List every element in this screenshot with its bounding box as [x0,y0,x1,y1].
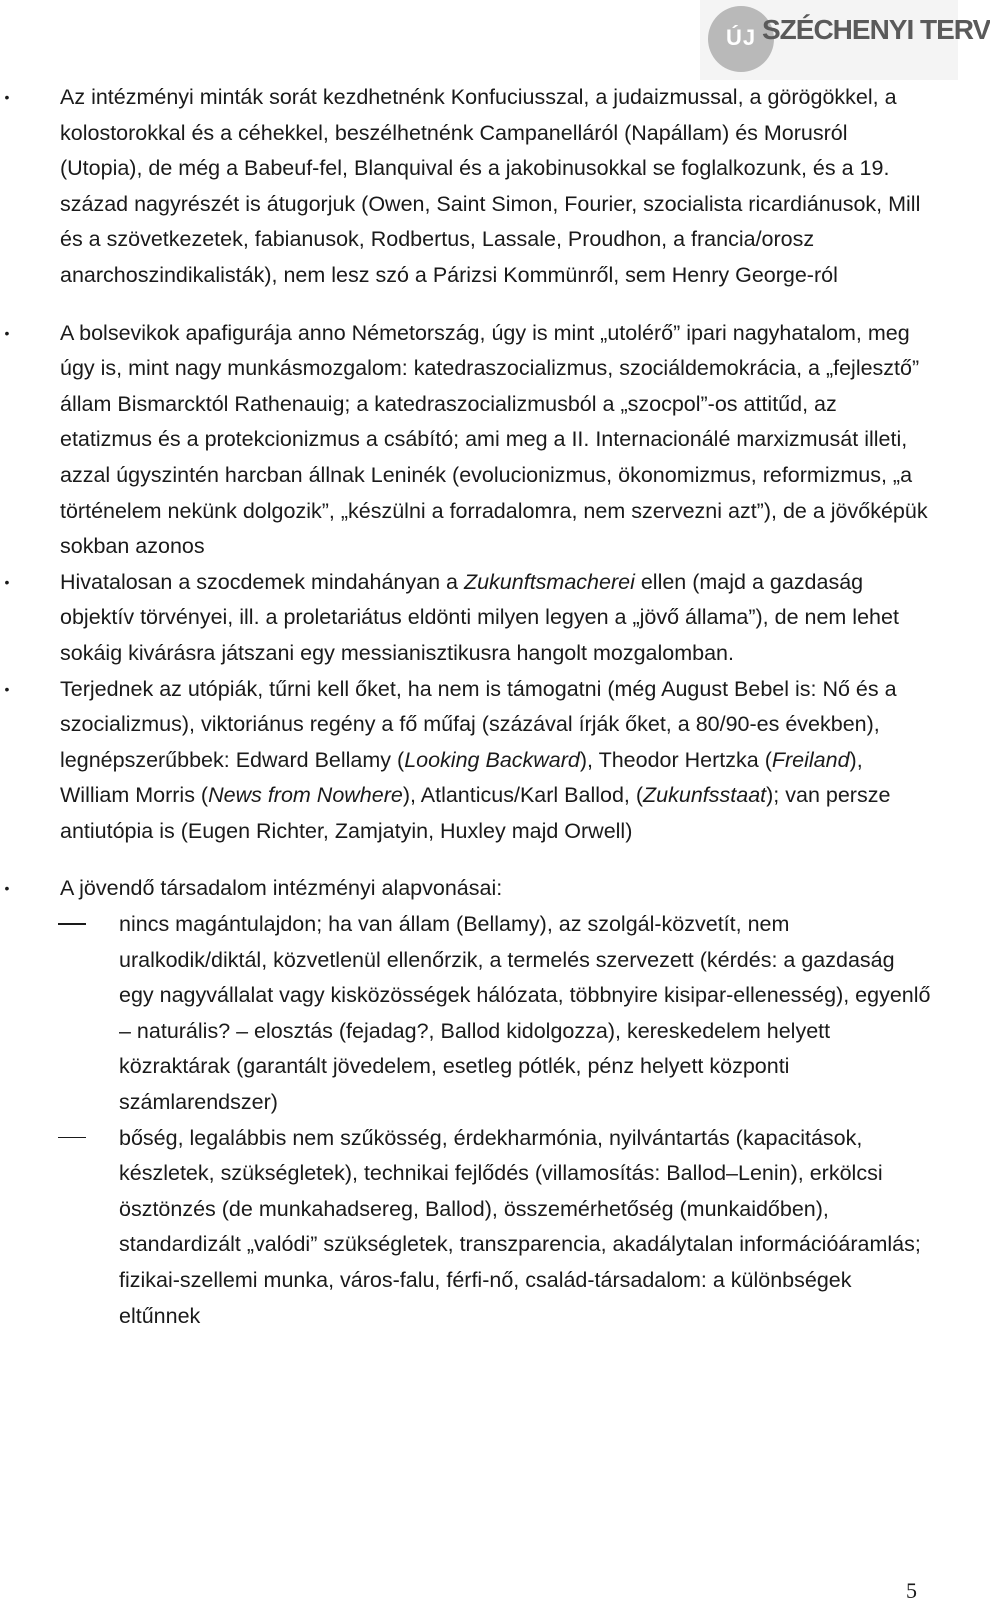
book-title: Looking Backward [404,747,580,772]
bullet-item-5 [0,871,960,907]
bullet-text: A jövendő társadalom intézményi alapvonásai: [60,876,503,901]
bullet-item-3 [0,565,960,672]
bullet-icon: • [4,880,10,897]
dash-text: nincs magántulajdon; ha van állam (Bellamy), az szolgál-közvetít, nem uralkodik/diktál, közvetlenül ellenőrzik, a termelés szervezett (kérdés: a gazdaság egy nagyvállalat vagy kisközösségek hálózata, többnyire kisipar-ellenesség), egyenlő – naturális? – elosztás (fejadag?, Ballod kidolgozza), kereskedelem helyett közraktárak (garantált jövedelem, esetleg pótlék, pénz helyett központi számlarendszer) [119,912,931,1115]
bullet-icon: • [4,680,10,697]
book-title: News from Nowhere [208,783,403,808]
logo-mark-text: ÚJ [725,25,757,50]
bullet-text: Az intézményi minták sorát kezdhetnénk Konfuciusszal, a judaizmussal, a görögökkel, a kolostorokkal és a céhekkel, beszélhetnénk Campanelláról (Napállam) és Morusról (Utopia), de még a Babeuf-fel, Blanquival és a jakobinusokkal se foglalkozunk, és a 19. század nagyrészét is átugorjuk (Owen, Saint Simon, Fourier, szocialista ricardiánusok, Mill és a szövetkezetek, fabianusok, Rodbertus, Lassale, Proudhon, a francia/orosz anarchoszindikalisták), nem lesz szó a Párizsi Kommünről, sem Henry George-ról [60,85,921,287]
document-body [0,80,960,1334]
bullet-text: A bolsevikok apafigurája anno Németország, úgy is mint „utolérő” ipari nagyhatalom, meg úgy is, mint nagy munkásmozgalom: katedraszocializmus, szociáldemokrácia, a „fejlesztő” állam Bismarcktól Rathenauig; a katedraszocializmusból a „szocpol”-os attitűd, az etatizmus és a protekcionizmus a csábító; ami meg a II. Internacionálé marxizmusát illeti, azzal úgyszintén harcban állnak Leninék (evolucionizmus, ökonomizmus, reformizmus, „a történelem nekünk dolgozik”, „készülni a forradalomra, nem szervezni azt”), de a jövőképük sokban azonos [60,320,928,559]
page-number: 5 [906,1578,917,1603]
dash-icon [58,1137,86,1139]
bullet-icon: • [4,324,10,341]
dash-text: bőség, legalábbis nem szűkösség, érdekharmónia, nyilvántartás (kapacitások, készletek, szükségletek), technikai fejlődés (villamosítás: Ballod–Lenin), erkölcsi ösztönzés (de munkahadsereg, Ballod), összemérhetőség (munkaidőben), standardizált „valódi” szükségletek, transzparencia, akadálytalan információáramlás; fizikai-szellemi munka, város-falu, férfi-nő, család-társadalom: a különbségek eltűnnek [119,1125,921,1328]
bullet-text: Terjednek az utópiák, tűrni kell őket, ha nem is támogatni (még August Bebel is: Nő és a szocializmus), viktoriánus regény a fő műfaj (százával írják őket, a 80/90-es években), legnépszerűbbek: Edward Bellamy (Looking Backward), Theodor Hertzka (Freiland), William Morris (News from Nowhere), Atlanticus/Karl Ballod, (Zukunfsstaat); van persze antiutópia is (Eugen Richter, Zamjatyin, Huxley majd Orwell) [60,676,897,843]
bullet-icon: • [4,573,10,590]
bullet-text: Hivatalosan a szocdemek mindahányan a Zukunftsmacherei ellen (majd a gazdaság objektív törvényei, ill. a proletariátus eldönti milyen legyen a „jövő állama”), de nem lehet sokáig kivárásra játszani egy messianisztikusra hangolt mozgalomban. [60,569,899,665]
szechenyi-terv-logo [700,0,990,80]
bullet-item-4 [0,672,960,850]
logo-wordmark: SZÉCHENYI TERV [762,14,990,45]
bullet-item-2 [0,316,960,565]
dash-icon [58,923,86,925]
bullet-item-1 [0,80,960,294]
bullet-icon: • [4,89,10,105]
book-title: Freiland [771,747,850,772]
italic-term: Zukunftsmacherei [463,569,635,594]
book-title: Zukunfsstaat [643,783,767,808]
dash-item-1 [0,907,960,1121]
dash-item-2 [0,1121,960,1335]
